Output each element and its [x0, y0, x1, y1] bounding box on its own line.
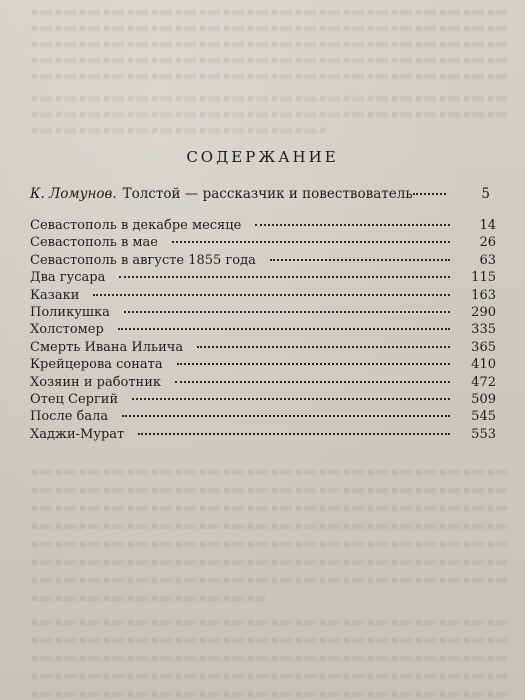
leader-dots — [172, 240, 450, 243]
toc-entry-polikushka — [30, 305, 496, 322]
leader-dots — [119, 275, 450, 278]
toc-entry-master-and-man — [30, 375, 496, 392]
toc-entry-sevastopol-august — [30, 253, 496, 270]
bleed-through-line — [32, 128, 325, 133]
toc-entry-title: Севастополь в августе 1855 года — [30, 252, 256, 268]
toc-entry-father-sergius — [30, 392, 496, 409]
page-title: СОДЕРЖАНИЕ — [186, 148, 339, 166]
toc-entry-sevastopol-may — [30, 235, 496, 252]
toc-entry-page: 365 — [471, 339, 496, 355]
bleed-through-line — [32, 578, 507, 583]
bleed-through-line — [32, 112, 507, 117]
toc-entry-page: 63 — [479, 252, 496, 268]
toc-entry-after-the-ball — [30, 409, 496, 426]
toc-entry-death-of-ivan-ilyich — [30, 340, 496, 357]
toc-entry-title: Отец Сергий — [30, 391, 119, 407]
toc-entry-two-hussars — [30, 270, 496, 287]
toc-entry-kreutzer-sonata — [30, 357, 496, 374]
toc-entry-hadji-murat — [30, 427, 496, 444]
bleed-through-line — [32, 620, 507, 625]
bleed-through-line — [32, 596, 265, 601]
bleed-through-line — [32, 42, 507, 47]
leader-dots — [175, 380, 450, 383]
intro-entry — [30, 186, 490, 202]
bleed-through-line — [32, 560, 507, 565]
toc-entry-page: 472 — [471, 374, 496, 390]
leader-dots — [118, 327, 450, 330]
bleed-through-line — [32, 488, 507, 493]
leader-dots — [413, 192, 446, 195]
bleed-through-line — [32, 74, 507, 79]
bleed-through-line — [32, 638, 507, 643]
toc-entry-title: Севастополь в декабре месяце — [30, 218, 242, 233]
intro-author: К. Ломунов. — [30, 186, 117, 202]
leader-dots — [138, 432, 450, 435]
toc-entry-page: 509 — [471, 391, 496, 407]
bleed-through-line — [32, 506, 507, 511]
leader-dots — [132, 397, 450, 400]
bleed-through-line — [32, 524, 507, 529]
toc-entry-title: Смерть Ивана Ильича — [30, 339, 184, 355]
intro-title: Толстой — рассказчик и повествователь — [122, 186, 413, 202]
intro-page-number: 5 — [481, 186, 490, 202]
table-of-contents — [30, 218, 496, 444]
toc-entry-sevastopol-december — [30, 218, 496, 235]
leader-dots — [270, 258, 450, 261]
toc-entry-kholstomer — [30, 322, 496, 339]
toc-entry-page: 553 — [471, 426, 496, 442]
toc-entry-page: 410 — [471, 357, 496, 373]
toc-entry-title: Крейцерова соната — [30, 357, 163, 373]
leader-dots — [124, 310, 450, 313]
toc-entry-title: Холстомер — [30, 322, 104, 338]
bleed-through-line — [32, 470, 507, 475]
toc-entry-page: 290 — [471, 304, 496, 320]
leader-dots — [177, 362, 450, 365]
toc-entry-page: 14 — [479, 218, 496, 233]
toc-entry-title: Поликушка — [30, 304, 110, 320]
leader-dots — [93, 293, 450, 296]
toc-entry-title: После бала — [30, 409, 109, 425]
leader-dots — [255, 223, 450, 226]
leader-dots — [122, 414, 450, 417]
bleed-through-line — [32, 692, 507, 697]
toc-entry-page: 545 — [471, 409, 496, 425]
bleed-through-line — [32, 656, 507, 661]
bleed-through-line — [32, 96, 507, 101]
toc-entry-title: Севастополь в мае — [30, 235, 158, 251]
bleed-through-line — [32, 58, 507, 63]
toc-entry-title: Хаджи-Мурат — [30, 426, 125, 442]
toc-entry-page: 163 — [471, 287, 496, 303]
leader-dots — [197, 345, 450, 348]
toc-entry-title: Два гусара — [30, 270, 106, 286]
bleed-through-line — [32, 26, 507, 31]
toc-entry-page: 115 — [471, 270, 496, 286]
toc-entry-page: 335 — [471, 322, 496, 338]
toc-entry-cossacks — [30, 288, 496, 305]
bleed-through-line — [32, 542, 507, 547]
bleed-through-line — [32, 10, 507, 15]
toc-entry-page: 26 — [479, 235, 496, 251]
toc-entry-title: Хозяин и работник — [30, 374, 162, 390]
bleed-through-line — [32, 674, 507, 679]
toc-entry-title: Казаки — [30, 287, 80, 303]
